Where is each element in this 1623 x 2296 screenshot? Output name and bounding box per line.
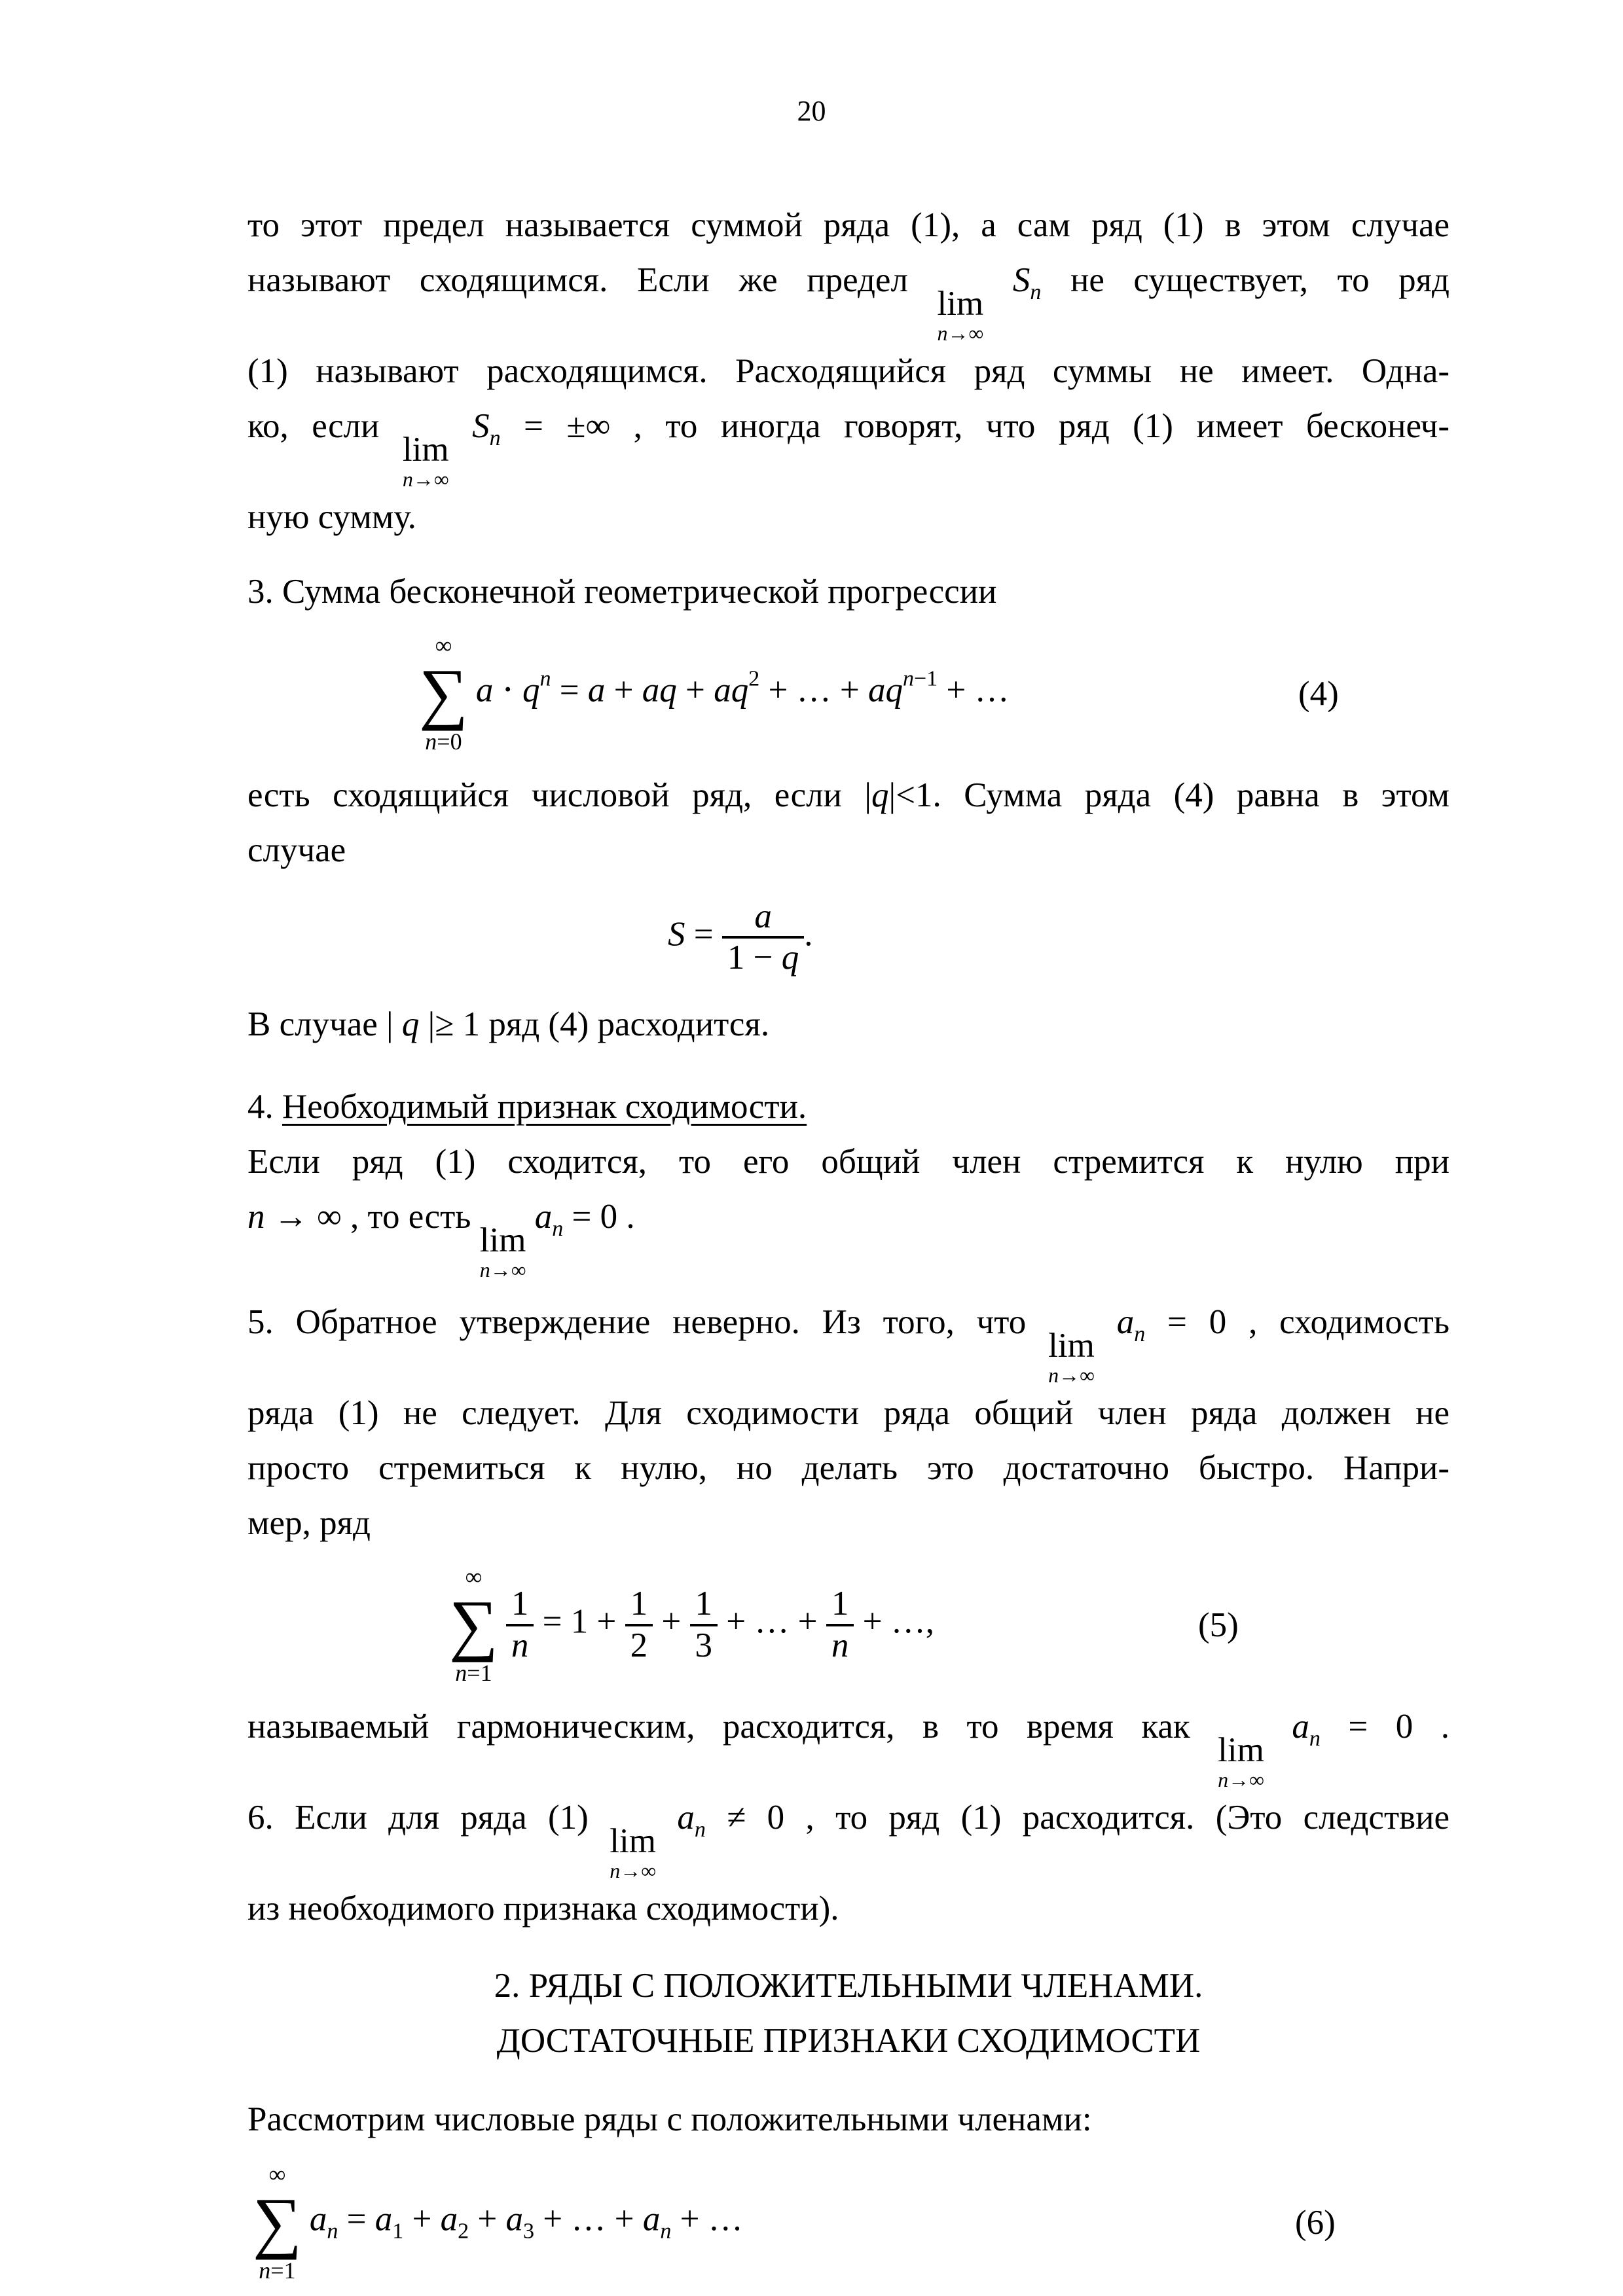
math-var-a: a	[475, 671, 494, 709]
text-run: + … +	[534, 2200, 643, 2238]
big-sum	[253, 2162, 302, 2282]
math-var-n: n	[425, 728, 437, 755]
math-var-n: n	[831, 1626, 849, 1664]
text-run: 5. Обратное утверждение неверно. Из того, что	[247, 1303, 1049, 1341]
formula-body	[668, 897, 813, 978]
lim-word: lim	[1218, 1731, 1264, 1769]
math-var-q: q	[522, 671, 540, 709]
text-run: случае	[247, 831, 346, 869]
chapter-heading-line-2	[247, 2013, 1450, 2068]
math-var-a: a	[309, 2200, 327, 2238]
text-run: ДОСТАТОЧНЫЕ ПРИЗНАКИ СХОДИМОСТИ	[496, 2022, 1201, 2060]
sum-lower-limit	[455, 1661, 492, 1685]
fraction	[625, 1585, 653, 1665]
text-run: не существует, то ряд	[1041, 261, 1450, 299]
section-4-title	[247, 1079, 1450, 1134]
lim-word: lim	[1048, 1327, 1095, 1365]
text-run: ряда (1) не следует. Для сходимости ряда общий член ряда должен не	[247, 1394, 1450, 1432]
math-var-n: n	[1134, 1322, 1146, 1346]
text-run: → ∞ , то есть	[264, 1198, 480, 1236]
math-var-n: n	[937, 321, 948, 345]
arrow-infinity: →∞	[412, 467, 449, 491]
math-var-S: S	[1012, 261, 1030, 299]
lim-subscript	[403, 469, 449, 490]
subscript	[490, 426, 501, 450]
page-number: 20	[797, 95, 826, 127]
text-run: из необходимого признака сходимости).	[247, 1890, 839, 1928]
fraction-numerator: 1	[695, 1585, 713, 1623]
text-run: + …,	[854, 1602, 934, 1641]
math-var-n: n	[660, 2219, 672, 2244]
equation-number: (6)	[1295, 2203, 1336, 2242]
math-var-n: n	[552, 1217, 564, 1241]
fraction-numerator: 1	[831, 1585, 849, 1623]
formula-5	[247, 1554, 1450, 1695]
text-run: мер, ряд	[247, 1504, 371, 1542]
text-run: =	[551, 671, 588, 709]
arrow-infinity: →∞	[947, 321, 984, 345]
subscript	[327, 2219, 338, 2244]
fraction-denominator	[506, 1624, 534, 1665]
multiplication-dot: ⋅	[493, 671, 523, 709]
limit-stack	[480, 1223, 526, 1280]
lim-subscript	[610, 1860, 656, 1881]
big-sum	[419, 634, 468, 753]
fraction-numerator: 1	[630, 1585, 648, 1623]
formula-6	[247, 2152, 1450, 2293]
paragraph-line	[247, 2092, 1450, 2147]
sum-lower-limit	[259, 2259, 295, 2282]
text-run: называемый гармоническим, расходится, в то время как	[247, 1708, 1218, 1746]
math-var-n: n	[402, 467, 413, 491]
text-run: (1) называют расходящимся. Расходящийся ряд суммы не имеет. Одна-	[247, 352, 1450, 390]
math-var-a: a	[440, 2200, 458, 2238]
limit-stack	[1218, 1733, 1264, 1790]
paragraph-line	[247, 1134, 1450, 1189]
paragraph-line	[247, 1496, 1450, 1551]
text-run: + … +	[759, 671, 868, 709]
text-run: =1	[467, 1660, 492, 1686]
paragraph-line	[247, 399, 1450, 490]
sum-upper-limit: ∞	[268, 2161, 286, 2187]
page-content	[247, 198, 1450, 2293]
math-var-n: n	[610, 1859, 621, 1882]
text-run: +	[605, 671, 642, 709]
subscript: 3	[523, 2219, 535, 2244]
text-run: ≠ 0 , то ряд (1) расходится. (Это следствие	[705, 1799, 1450, 1837]
lim-subscript	[1048, 1365, 1095, 1386]
underlined-title: Необходимый признак сходимости.	[282, 1088, 807, 1126]
text-run: + …	[671, 2200, 743, 2238]
text-run: = ±∞ , то иногда говорят, что ряд (1) имеет бесконеч-	[500, 407, 1450, 445]
text-run: 3. Сумма бесконечной геометрической прогрессии	[247, 573, 997, 611]
math-var-a: a	[754, 897, 772, 935]
sigma-symbol: ∑	[253, 2183, 302, 2260]
math-var-a: a	[505, 2200, 524, 2238]
subscript	[1030, 280, 1041, 304]
arrow-infinity: →∞	[1059, 1363, 1095, 1387]
text-run: +	[403, 2200, 441, 2238]
sigma-symbol: ∑	[449, 1586, 498, 1662]
limit-stack	[403, 433, 449, 490]
paragraph-line	[247, 1881, 1450, 1936]
fraction-numerator	[749, 897, 777, 936]
text-run: |≥ 1 ряд (4) расходится.	[419, 1005, 770, 1043]
math-var-n: n	[247, 1198, 265, 1236]
paragraph-line	[247, 490, 1450, 545]
text-run: = 0 .	[1320, 1708, 1450, 1746]
fraction-denominator: 3	[690, 1624, 718, 1665]
math-var-n: n	[511, 1626, 529, 1664]
math-var-q: q	[871, 776, 889, 814]
paragraph-line	[247, 344, 1450, 399]
subscript	[1309, 1727, 1321, 1751]
text-run: +	[676, 671, 714, 709]
math-var-a: a	[1116, 1303, 1135, 1341]
text-run: .	[804, 915, 813, 954]
math-var-aq: aq	[714, 671, 749, 709]
text-run: +	[469, 2200, 506, 2238]
math-var-n: n	[539, 666, 551, 691]
fraction-denominator	[826, 1624, 854, 1665]
limit-stack	[610, 1824, 656, 1881]
fraction	[690, 1585, 718, 1665]
lim-subscript	[1218, 1769, 1264, 1790]
sum-upper-limit: ∞	[465, 1564, 483, 1590]
text-run: =	[338, 2200, 375, 2238]
paragraph-line	[247, 1295, 1450, 1386]
math-var-a: a	[587, 671, 606, 709]
text-run: есть сходящийся числовой ряд, если |	[247, 776, 871, 814]
sum-upper-limit: ∞	[435, 632, 452, 658]
math-var-q: q	[781, 939, 799, 977]
text-run: ную сумму.	[247, 498, 416, 536]
math-var-n: n	[455, 1660, 467, 1686]
limit-stack	[937, 287, 983, 344]
text-run: Рассмотрим числовые ряды с положительными членами:	[247, 2100, 1092, 2138]
arrow-infinity: →∞	[1228, 1768, 1264, 1791]
paragraph-line	[247, 198, 1450, 253]
math-var-aq: aq	[867, 671, 903, 709]
paragraph-line	[247, 1386, 1450, 1441]
subscript: 1	[392, 2219, 404, 2244]
fraction-denominator	[722, 936, 804, 977]
text-run: + …	[938, 671, 1010, 709]
math-var-a: a	[677, 1799, 695, 1837]
fraction	[506, 1585, 534, 1665]
formula-sum-geometric	[247, 882, 1450, 993]
equation-number: (5)	[1198, 1605, 1239, 1644]
chapter-heading-line-1	[247, 1958, 1450, 2013]
text-run: = 0 .	[563, 1198, 635, 1236]
lim-subscript	[480, 1259, 526, 1280]
subscript	[695, 1818, 706, 1842]
text-run: +	[653, 1602, 690, 1641]
math-var-n: n	[259, 2257, 271, 2284]
superscript	[748, 667, 759, 691]
math-var-n: n	[1048, 1363, 1059, 1387]
arrow-infinity: →∞	[620, 1859, 656, 1882]
equation-number: (4)	[1298, 674, 1339, 713]
text-run: = 0 , сходимость	[1145, 1303, 1450, 1341]
formula-body	[449, 1565, 934, 1685]
fraction	[722, 897, 804, 978]
lim-word: lim	[610, 1822, 656, 1860]
math-var-q: q	[401, 1005, 420, 1043]
formula-4	[247, 623, 1450, 764]
math-var-n: n	[479, 1258, 490, 1282]
math-var-n: n	[1218, 1768, 1229, 1791]
formula-body	[253, 2162, 743, 2282]
text-run: 4.	[247, 1088, 282, 1126]
section-3-title	[247, 564, 1450, 619]
sigma-symbol: ∑	[419, 655, 468, 731]
text-run: = 1 +	[534, 1602, 625, 1641]
text-run: 1 −	[727, 939, 782, 977]
lim-word: lim	[937, 285, 984, 323]
formula-body	[419, 634, 1010, 753]
math-var-aq: aq	[642, 671, 677, 709]
superscript	[903, 667, 938, 691]
math-var-n: n	[1309, 1727, 1321, 1751]
fraction-numerator: 1	[511, 1585, 529, 1623]
text-run: 2. РЯДЫ С ПОЛОЖИТЕЛЬНЫМИ ЧЛЕНАМИ.	[494, 1967, 1203, 2005]
text-run: =0	[437, 728, 462, 755]
text-run: −1	[913, 666, 938, 691]
subscript	[552, 1217, 563, 1241]
sum-lower-limit	[425, 730, 462, 753]
text-run: |<1. Сумма ряда (4) равна в этом	[888, 776, 1450, 814]
text-run: просто стремиться к нулю, но делать это достаточно быстро. Напри-	[247, 1449, 1450, 1487]
math-var-n: n	[489, 426, 501, 450]
math-var-n: n	[902, 666, 914, 691]
paragraph-line	[247, 823, 1450, 878]
paragraph-line	[247, 1790, 1450, 1881]
paragraph-line	[247, 253, 1450, 344]
math-var-a: a	[1292, 1708, 1309, 1746]
math-var-a: a	[374, 2200, 393, 2238]
math-var-S: S	[668, 915, 685, 954]
big-sum	[449, 1565, 498, 1685]
lim-word: lim	[479, 1221, 526, 1259]
arrow-infinity: →∞	[490, 1258, 526, 1282]
math-var-S: S	[472, 407, 490, 445]
lim-word: lim	[402, 431, 449, 469]
text-run: ко, если	[247, 407, 403, 445]
text-run: + … +	[718, 1602, 826, 1641]
text-run: называют сходящимся. Если же предел	[247, 261, 938, 299]
subscript: 2	[458, 2219, 469, 2244]
math-var-n: n	[1030, 280, 1042, 304]
subscript	[660, 2219, 671, 2244]
text-run: Если ряд (1) сходится, то его общий член стремится к нулю при	[247, 1143, 1450, 1181]
paragraph-line	[247, 1441, 1450, 1496]
text-run: 2	[748, 666, 760, 691]
fraction	[826, 1585, 854, 1665]
math-var-a: a	[534, 1198, 553, 1236]
paragraph-line	[247, 997, 1450, 1052]
lim-subscript	[937, 323, 983, 344]
math-var-n: n	[694, 1818, 706, 1842]
text-run: то этот предел называется суммой ряда (1), а сам ряд (1) в этом случае	[247, 206, 1450, 244]
paragraph-line	[247, 1699, 1450, 1790]
text-run: 6. Если для ряда (1)	[247, 1799, 610, 1837]
limit-stack	[1048, 1329, 1095, 1386]
subscript	[1134, 1322, 1145, 1346]
text-run: =1	[270, 2257, 296, 2284]
paragraph-line	[247, 1189, 1450, 1280]
paragraph-line	[247, 768, 1450, 823]
superscript	[540, 667, 551, 691]
text-run: В случае |	[247, 1005, 402, 1043]
text-run: =	[685, 915, 722, 954]
math-var-a: a	[642, 2200, 661, 2238]
math-var-n: n	[327, 2219, 338, 2244]
fraction-denominator: 2	[625, 1624, 653, 1665]
